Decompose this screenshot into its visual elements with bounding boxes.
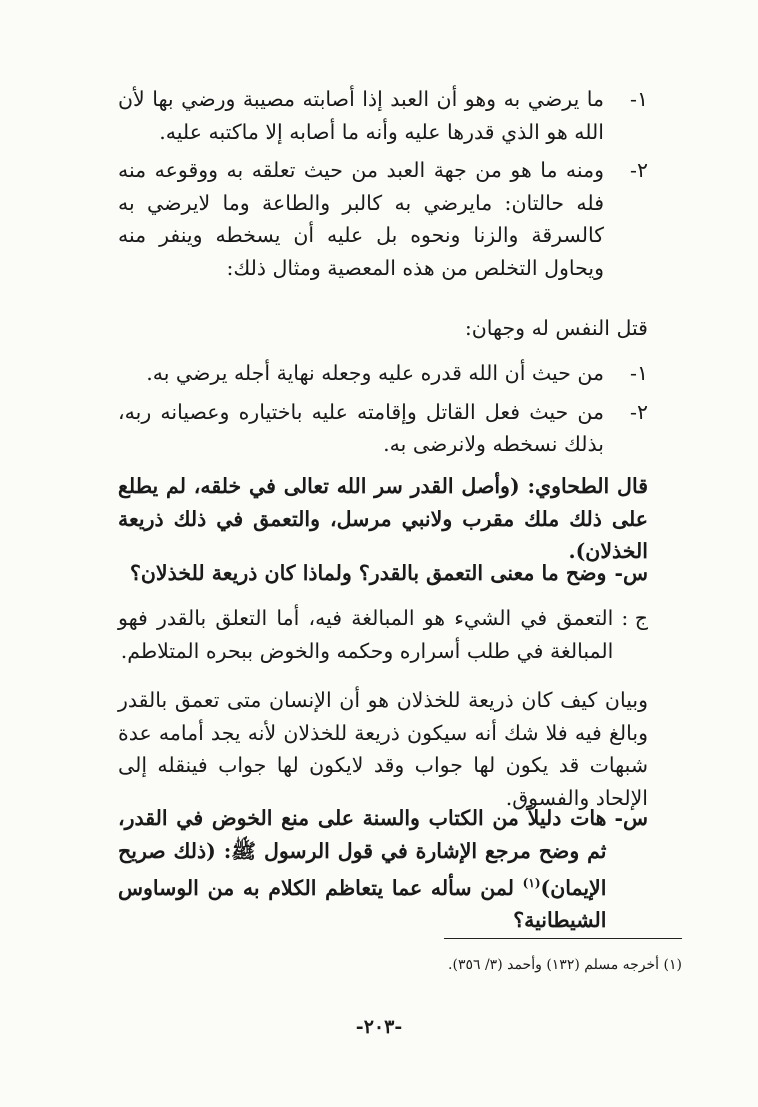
- list-item: [118, 357, 648, 390]
- list-item: [118, 396, 648, 461]
- tahawi-quote: [118, 470, 648, 568]
- item-text: ومنه ما هو من جهة العبد من حيث تعلقه به ووقوعه منه فله حالتان: مايرضي به كالبر والطاعة وما لايرضي به كالسرقة والزنا ونحوه بل عليه أن يسخطه وينفر منه ويحاول التخلص من هذه المعصية ومثال ذلك:: [118, 158, 604, 280]
- list-item: [118, 83, 648, 148]
- explanation-paragraph: [118, 684, 648, 814]
- question-text: وضح ما معنى التعمق بالقدر؟ ولماذا كان ذريعة للخذلان؟: [129, 561, 607, 585]
- question-text-part: هات دليلاً من الكتاب والسنة على منع الخوض في القدر، ثم وضح مرجع الإشارة في قول الرسول ﷺ: (ذلك صريح الإيمان): [118, 806, 607, 900]
- footnote-text: (١) أخرجه مسلم (١٣٢) وأحمد (٣/ ٣٥٦).: [448, 957, 682, 973]
- intro-paragraph: [118, 312, 648, 345]
- answer-1: [118, 602, 648, 667]
- item-number: ١-: [630, 87, 648, 111]
- answer-label: ج :: [621, 606, 648, 630]
- footnote: [118, 955, 682, 975]
- answer-text: التعمق في الشيء هو المبالغة فيه، أما التعلق بالقدر فهو المبالغة في طلب أسراره وحكمه والخوض ببحره المتلاطم.: [118, 606, 614, 663]
- item-number: ١-: [630, 361, 648, 385]
- quote-text: قال الطحاوي: (وأصل القدر سر الله تعالى في خلقه، لم يطلع على ذلك ملك مقرب ولانبي مرسل، والتعمق في ذلك ذريعة الخذلان).: [118, 474, 648, 563]
- item-text: من حيث أن الله قدره عليه وجعله نهاية أجله يرضي به.: [146, 361, 604, 385]
- question-text-part: لمن سأله عما يتعاظم الكلام به من الوساوس الشيطانية؟: [118, 875, 607, 933]
- item-number: ٢-: [630, 399, 648, 424]
- page-number: -٢٠٣-: [355, 1016, 403, 1038]
- item-text: من حيث فعل القاتل وإقامته عليه باختياره وعصيانه ربه، بذلك نسخطه ولانرضى به.: [118, 399, 604, 456]
- intro-text: قتل النفس له وجهان:: [464, 316, 648, 340]
- list-item: [118, 154, 648, 284]
- question-label: س-: [614, 806, 648, 830]
- footnote-divider: [444, 938, 682, 939]
- list-levels-of-decree: [118, 83, 648, 284]
- question-label: س-: [614, 561, 648, 585]
- question-2: [118, 802, 648, 937]
- item-text: ما يرضي به وهو أن العبد إذا أصابته مصيبة ورضي بها لأن الله هو الذي قدرها عليه وأنه ما أصابه إلا ماكتبه عليه.: [118, 87, 604, 144]
- list-killing-aspects: [118, 357, 648, 461]
- item-number: ٢-: [630, 158, 648, 182]
- question-text: [118, 802, 606, 937]
- paragraph-text: وبيان كيف كان ذريعة للخذلان هو أن الإنسان متى تعمق بالقدر وبالغ فيه فلا شك أنه سيكون ذريعة للخذلان لأنه يجد أمامه عدة شبهات قد يكون لها جواب وقد لايكون لها جواب فينقله إلى الإلحاد والفسوق.: [118, 688, 648, 810]
- question-1: [118, 557, 648, 590]
- footnote-ref: (١): [522, 876, 541, 890]
